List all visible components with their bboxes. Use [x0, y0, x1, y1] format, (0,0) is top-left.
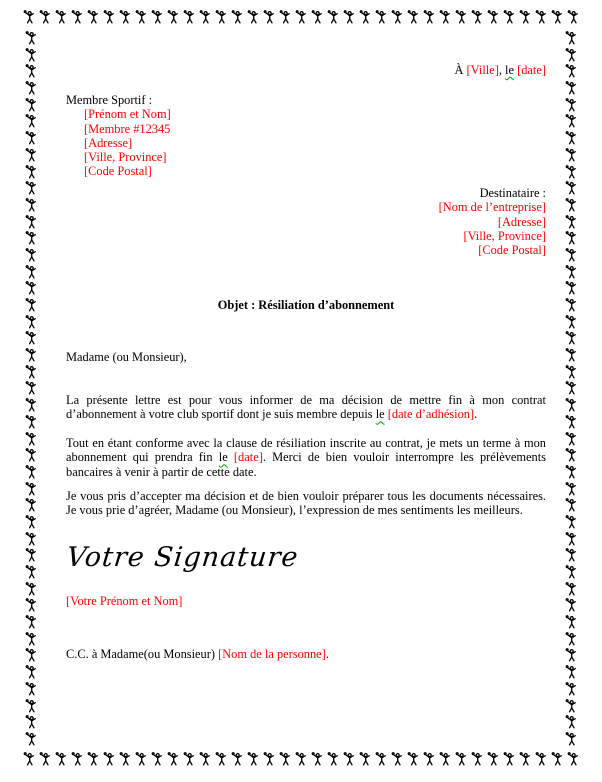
sports-figure-icon	[24, 215, 38, 229]
sports-figure-icon	[24, 231, 38, 245]
sports-figure-icon	[564, 315, 578, 329]
signature-script-text: Votre Signature	[65, 542, 301, 573]
sports-figure-icon	[24, 682, 38, 696]
sports-figure-icon	[564, 398, 578, 412]
sports-figure-icon	[24, 465, 38, 479]
subject-line: Objet : Résiliation d’abonnement	[217, 298, 395, 312]
sports-figure-icon	[24, 582, 38, 596]
sports-figure-icon	[24, 281, 38, 295]
sports-figure-icon	[24, 114, 38, 128]
cc-name-placeholder: [Nom de la personne]	[218, 647, 326, 661]
sports-figure-icon	[24, 598, 38, 612]
sports-figure-icon	[24, 498, 38, 512]
sports-figure-icon	[564, 432, 578, 446]
sports-figure-icon	[564, 48, 578, 62]
sports-figure-icon	[24, 148, 38, 162]
sports-figure-icon	[38, 10, 52, 24]
border-right	[564, 31, 579, 746]
sports-figure-icon	[564, 298, 578, 312]
signature-script	[65, 542, 546, 573]
member-name-placeholder: [Prénom et Nom]	[84, 107, 171, 122]
sports-figure-icon	[564, 498, 578, 512]
sports-figure-icon	[550, 10, 564, 24]
sports-figure-icon	[24, 298, 38, 312]
sports-figure-icon	[564, 365, 578, 379]
sports-figure-icon	[564, 448, 578, 462]
sports-figure-icon	[24, 715, 38, 729]
sports-figure-icon	[564, 565, 578, 579]
date-placeholder: [date]	[514, 63, 546, 77]
sports-figure-icon	[564, 281, 578, 295]
sports-figure-icon	[24, 98, 38, 112]
sports-figure-icon	[24, 165, 38, 179]
sports-figure-icon	[564, 81, 578, 95]
sports-figure-icon	[564, 732, 578, 746]
sports-figure-icon	[24, 348, 38, 362]
paragraph-1-text: La présente lettre est pour vous informer de ma décision de mettre fin à mon contrat d’abonnement à votre club sportif dont je suis membre depuis	[66, 393, 546, 422]
sports-figure-icon	[564, 465, 578, 479]
sports-figure-icon	[24, 432, 38, 446]
sports-figure-icon	[564, 131, 578, 145]
paragraph-1-end: .	[474, 407, 478, 422]
sports-figure-icon	[24, 615, 38, 629]
sports-figure-icon	[564, 699, 578, 713]
sports-figure-icon	[24, 64, 38, 78]
date-line-mid: ,	[498, 63, 506, 77]
recipient-label: Destinataire :	[479, 186, 546, 200]
sports-figure-icon	[24, 732, 38, 746]
sports-figure-icon	[24, 665, 38, 679]
sports-figure-icon	[564, 482, 578, 496]
sports-figure-icon	[564, 331, 578, 345]
sports-figure-icon	[24, 181, 38, 195]
recipient-company-placeholder: [Nom de l’entreprise]	[438, 200, 546, 215]
sports-figure-icon	[566, 10, 580, 24]
recipient-address-placeholder: [Adresse]	[497, 214, 546, 229]
sports-figure-icon	[24, 515, 38, 529]
sports-figure-icon	[564, 148, 578, 162]
sports-figure-icon	[24, 131, 38, 145]
sports-figure-icon	[24, 565, 38, 579]
sports-figure-icon	[24, 331, 38, 345]
sports-figure-icon	[564, 648, 578, 662]
cc-line-text: C.C. à Madame(ou Monsieur)	[66, 647, 219, 661]
sports-figure-icon	[564, 215, 578, 229]
member-city-placeholder: [Ville, Province]	[84, 150, 167, 165]
sports-figure-icon	[564, 632, 578, 646]
member-label: Membre Sportif :	[66, 93, 153, 107]
sports-figure-icon	[564, 415, 578, 429]
sports-figure-icon	[564, 31, 578, 45]
sports-figure-icon	[24, 548, 38, 562]
cc-line	[66, 647, 546, 661]
member-number-placeholder: [Membre #12345	[84, 121, 171, 136]
sports-figure-icon	[24, 398, 38, 412]
sports-figure-icon	[564, 665, 578, 679]
paragraph-1	[66, 393, 546, 422]
sports-figure-icon	[550, 752, 564, 766]
sports-figure-icon	[564, 231, 578, 245]
cc-line-end: .	[325, 647, 329, 661]
sports-figure-icon	[24, 648, 38, 662]
sports-figure-icon	[24, 448, 38, 462]
date-line-le: le	[505, 63, 514, 77]
sports-figure-icon	[564, 532, 578, 546]
recipient-postal-placeholder: [Code Postal]	[478, 243, 546, 258]
sports-figure-icon	[564, 114, 578, 128]
paragraph-2-end: . Merci de bien vouloir interrompre les prélèvements bancaires à venir à partir de cette date.	[66, 450, 546, 479]
sports-figure-icon	[566, 752, 580, 766]
sports-figure-icon	[564, 381, 578, 395]
date-line	[66, 63, 546, 77]
paragraph-2	[66, 436, 546, 479]
sports-figure-icon	[564, 64, 578, 78]
paragraph-1-le: le	[375, 407, 385, 422]
city-placeholder: [Ville]	[466, 63, 499, 77]
paragraph-2-le: le	[218, 450, 228, 465]
sports-figure-icon	[564, 515, 578, 529]
sports-figure-icon	[564, 682, 578, 696]
sports-figure-icon	[24, 365, 38, 379]
end-date-placeholder: [date]	[227, 450, 263, 465]
sports-figure-icon	[564, 582, 578, 596]
sports-figure-icon	[24, 699, 38, 713]
salutation: Madame (ou Monsieur),	[66, 350, 187, 364]
sports-figure-icon	[564, 348, 578, 362]
sports-figure-icon	[564, 248, 578, 262]
sports-figure-icon	[564, 165, 578, 179]
adhesion-date-placeholder: [date d’adhésion]	[384, 407, 475, 422]
recipient-block	[66, 186, 546, 257]
paragraph-3: Je vous pris d’accepter ma décision et de bien vouloir préparer tous les documents nécessaires. Je vous prie d’agréer, Madame (ou Monsieur), l’expression de mes sentiments les meilleurs.	[66, 489, 546, 518]
sports-figure-icon	[24, 381, 38, 395]
paragraph-2-text: Tout en étant conforme avec la clause de résiliation inscrite au contrat, je mets un terme à mon abonnement qui prendra fin	[66, 436, 546, 465]
sports-figure-icon	[24, 265, 38, 279]
sports-figure-icon	[22, 10, 36, 24]
sports-figure-icon	[24, 632, 38, 646]
signature-name-placeholder: [Votre Prénom et Nom]	[66, 594, 183, 608]
sports-figure-icon	[564, 548, 578, 562]
sports-figure-icon	[24, 31, 38, 45]
sports-figure-icon	[24, 532, 38, 546]
sports-figure-icon	[564, 265, 578, 279]
sports-figure-icon	[24, 248, 38, 262]
letter-content	[66, 0, 546, 782]
member-address-placeholder: [Adresse]	[84, 135, 133, 150]
sports-figure-icon	[38, 752, 52, 766]
sports-figure-icon	[564, 715, 578, 729]
sports-figure-icon	[24, 48, 38, 62]
sports-figure-icon	[564, 615, 578, 629]
sports-figure-icon	[564, 598, 578, 612]
sports-figure-icon	[24, 81, 38, 95]
member-postal-placeholder: [Code Postal]	[84, 164, 152, 179]
member-block	[66, 93, 546, 179]
sports-figure-icon	[564, 98, 578, 112]
sports-figure-icon	[24, 198, 38, 212]
sports-figure-icon	[22, 752, 36, 766]
sports-figure-icon	[564, 198, 578, 212]
recipient-city-placeholder: [Ville, Province]	[463, 228, 546, 243]
border-left	[24, 31, 39, 746]
sports-figure-icon	[24, 415, 38, 429]
date-line-prefix: À	[454, 63, 467, 77]
sports-figure-icon	[24, 482, 38, 496]
sports-figure-icon	[24, 315, 38, 329]
sports-figure-icon	[564, 181, 578, 195]
